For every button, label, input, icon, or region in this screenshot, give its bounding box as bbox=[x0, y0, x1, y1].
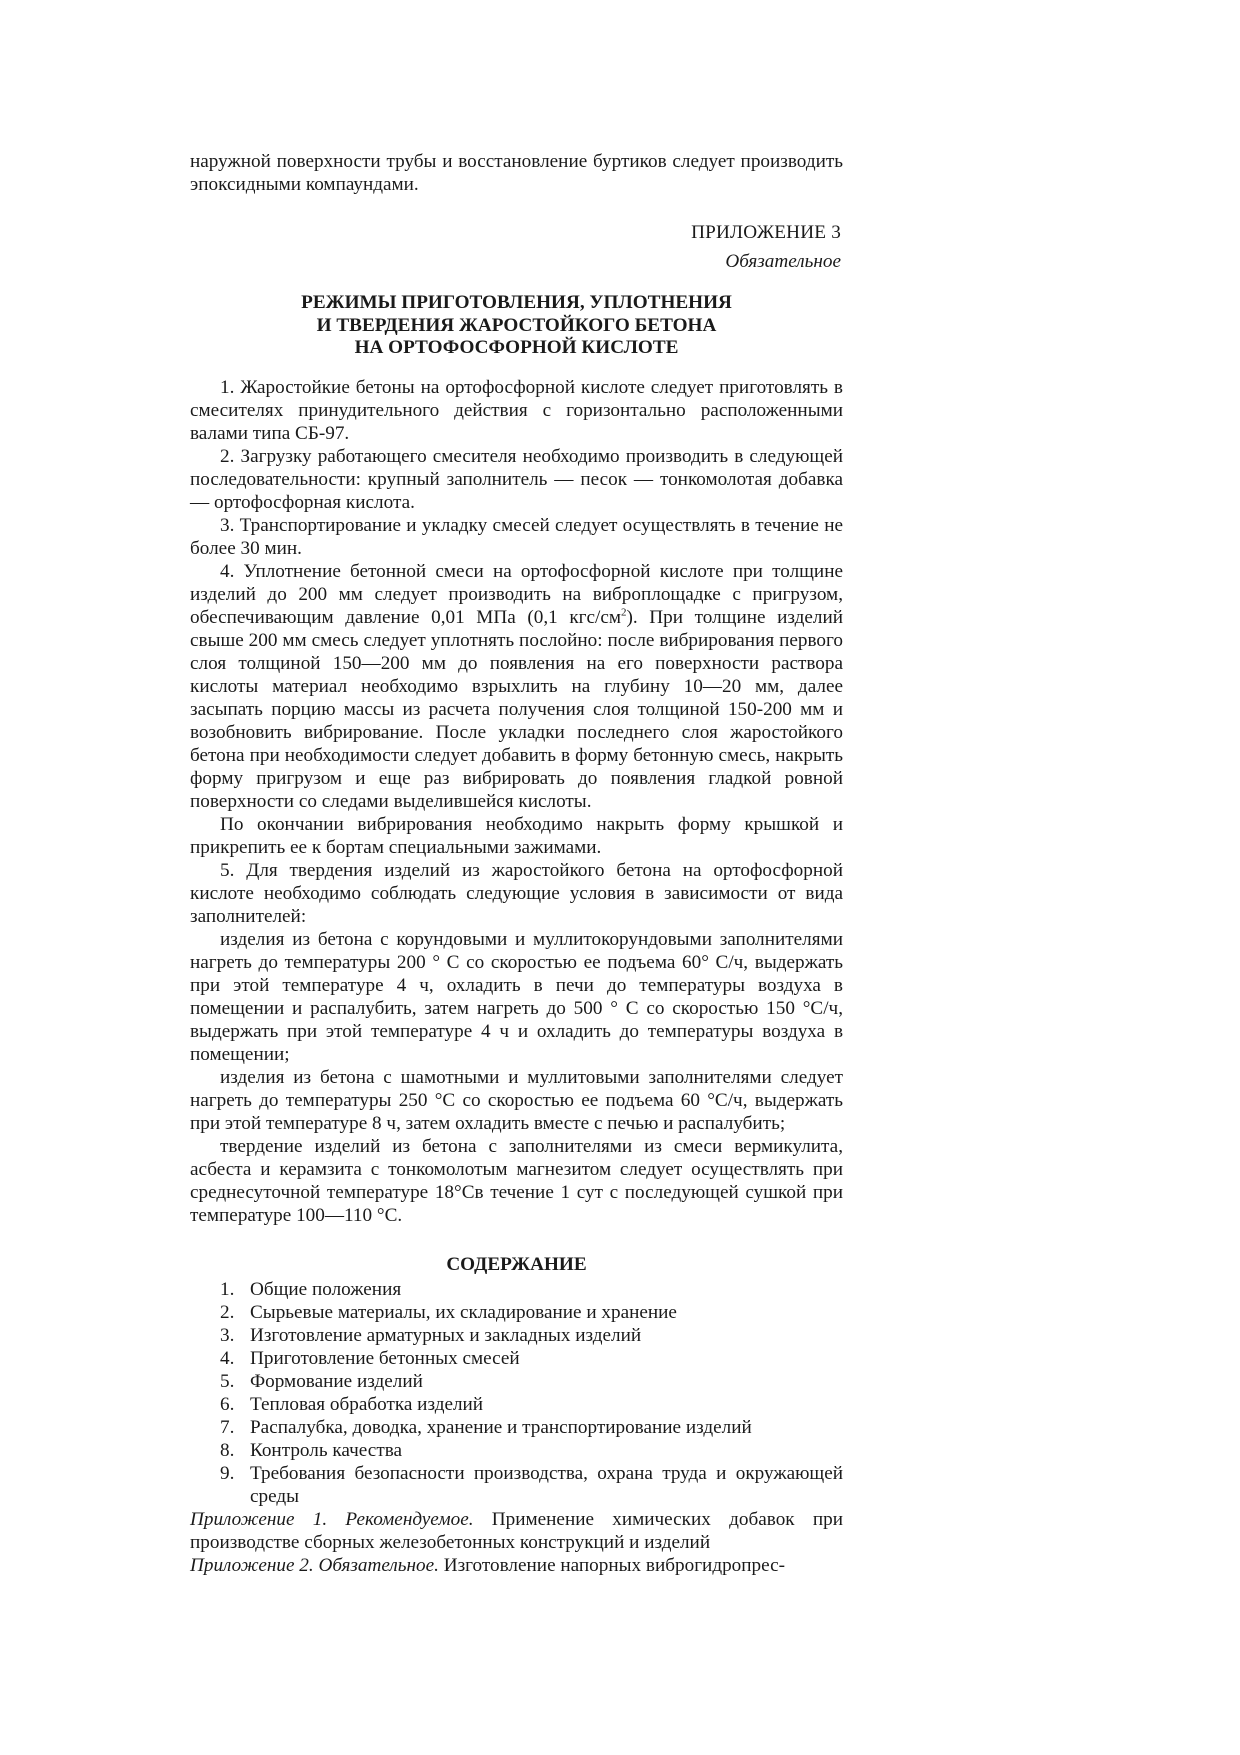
paragraph-5-item-vermiculite: твердение изделий из бетона с заполнителями из смеси вермикулита, асбеста и керамзита с тонкомолотым магнезитом следует осуществлять при среднесуточной температуре 18°Св течение 1 сут с последующей сушкой при температуре 100—110 °С. bbox=[190, 1135, 843, 1226]
contents-item-text: Сырьевые материалы, их складирование и хранение bbox=[250, 1301, 677, 1323]
appendix-1-text: Применение химических добавок при производстве сборных железобетонных конструкций и изделий bbox=[190, 1508, 843, 1553]
contents-item bbox=[190, 1439, 843, 1462]
appendix-status: Обязательное bbox=[725, 251, 841, 272]
paragraph-4-continuation: По окончании вибрирования необходимо накрыть форму крышкой и прикрепить ее к бортам специальными зажимами. bbox=[190, 813, 843, 858]
paragraph-2: 2. Загрузку работающего смесителя необходимо производить в следующей последовательности: крупный заполнитель — песок — тонкомолотая добавка — ортофосфорная кислота. bbox=[190, 445, 843, 513]
contents-item-number: 9. bbox=[220, 1462, 235, 1484]
contents-item-number: 1. bbox=[220, 1278, 235, 1300]
appendix-2-label: Приложение 2. Обязательное. bbox=[190, 1554, 439, 1576]
contents-item-number: 2. bbox=[220, 1301, 235, 1323]
title-line: И ТВЕРДЕНИЯ ЖАРОСТОЙКОГО БЕТОНА bbox=[316, 314, 717, 336]
contents-item-number: 4. bbox=[220, 1347, 235, 1369]
appendix-1-label: Приложение 1. Рекомендуемое. bbox=[190, 1508, 474, 1530]
appendix-body bbox=[190, 376, 843, 1227]
contents-appendix-1 bbox=[190, 1508, 843, 1554]
contents-item-text: Общие положения bbox=[250, 1278, 402, 1300]
paragraph-5-item-chamotte: изделия из бетона с шамотными и муллитовыми заполнителями следует нагреть до температуры 250 °С со скоростью ее подъема 60 °С/ч, выдержать при этой температуре 8 ч, затем охладить вместе с печью и распалубить; bbox=[190, 1066, 843, 1134]
intro-paragraph: наружной поверхности трубы и восстановление буртиков следует производить эпоксидными компаундами. bbox=[190, 151, 843, 195]
contents-item-number: 3. bbox=[220, 1324, 235, 1346]
contents-item-text: Изготовление арматурных и закладных изделий bbox=[250, 1324, 642, 1346]
contents-item bbox=[190, 1301, 843, 1324]
contents-item bbox=[190, 1347, 843, 1370]
title-line: НА ОРТОФОСФОРНОЙ КИСЛОТЕ bbox=[354, 337, 679, 358]
contents-list bbox=[190, 1278, 843, 1508]
paragraph-1: 1. Жаростойкие бетоны на ортофосфорной кислоте следует приготовлять в смесителях принудительного действия с горизонтально расположенными валами типа СБ-97. bbox=[190, 376, 843, 444]
paragraph-4 bbox=[190, 560, 843, 813]
contents-title: СОДЕРЖАНИЕ bbox=[446, 1253, 587, 1275]
paragraph-5-item-corundum: изделия из бетона с корундовыми и муллитокорундовыми заполнителями нагреть до температуры 200 ° С со скоростью ее подъема 60° С/ч, выдержать при этой температуре 4 ч, охладить в печи до температуры воздуха в помещении и распалубить, затем нагреть до 500 ° С со скоростью 150 °С/ч, выдержать при этой температуре 4 ч и охладить до температуры воздуха в помещении; bbox=[190, 928, 843, 1065]
contents-item-number: 7. bbox=[220, 1416, 235, 1438]
contents-item-text: Требования безопасности производства, охрана труда и окружающей среды bbox=[250, 1462, 843, 1507]
contents-item-number: 5. bbox=[220, 1370, 235, 1392]
contents-item bbox=[190, 1393, 843, 1416]
contents-item bbox=[190, 1370, 843, 1393]
contents-item bbox=[190, 1324, 843, 1347]
paragraph-5: 5. Для твердения изделий из жаростойкого бетона на ортофосфорной кислоте необходимо соблюдать следующие условия в зависимости от вида заполнителей: bbox=[190, 859, 843, 927]
contents-item-text: Формование изделий bbox=[250, 1370, 423, 1392]
appendix-2-text: Изготовление напорных виброгидропрес- bbox=[438, 1554, 786, 1576]
contents-item bbox=[190, 1416, 843, 1439]
contents-item-number: 6. bbox=[220, 1393, 235, 1415]
document-page bbox=[190, 150, 843, 1577]
contents-item bbox=[190, 1278, 843, 1301]
appendix-label: ПРИЛОЖЕНИЕ 3 bbox=[691, 222, 841, 243]
contents-appendix-2 bbox=[190, 1554, 843, 1577]
contents-item-text: Тепловая обработка изделий bbox=[250, 1393, 484, 1415]
contents-item-number: 8. bbox=[220, 1439, 235, 1461]
paragraph-4-part-a: 4. Уплотнение бетонной смеси на ортофосфорной кислоте при толщине изделий до 200 мм следует производить на виброплощадке с пригрузом, обеспечивающим давление 0,01 МПа (0,1 кгс/см bbox=[190, 560, 843, 628]
contents-item-text: Контроль качества bbox=[250, 1439, 403, 1461]
contents-item-text: Распалубка, доводка, хранение и транспортирование изделий bbox=[250, 1416, 752, 1438]
appendix-title bbox=[190, 292, 843, 360]
title-line: РЕЖИМЫ ПРИГОТОВЛЕНИЯ, УПЛОТНЕНИЯ bbox=[301, 292, 732, 313]
contents-item-text: Приготовление бетонных смесей bbox=[250, 1347, 520, 1369]
contents-item bbox=[190, 1462, 843, 1508]
superscript-2: 2 bbox=[621, 606, 627, 619]
paragraph-3: 3. Транспортирование и укладку смесей следует осуществлять в течение не более 30 мин. bbox=[190, 514, 843, 559]
paragraph-4-part-b: ). При толщине изделий свыше 200 мм смесь следует уплотнять послойно: после вибрирования первого слоя толщиной 150—200 мм до появления на его поверхности раствора кислоты материал необходимо взрыхлить на глубину 10—20 мм, далее засыпать порцию массы из расчета получения слоя толщиной 150-200 мм и возобновить вибрирование. После укладки последнего слоя жаростойкого бетона при необходимости следует добавить в форму бетонную смесь, накрыть форму пригрузом и еще раз вибрировать до появления гладкой ровной поверхности со следами выделившейся кислоты. bbox=[190, 606, 843, 812]
